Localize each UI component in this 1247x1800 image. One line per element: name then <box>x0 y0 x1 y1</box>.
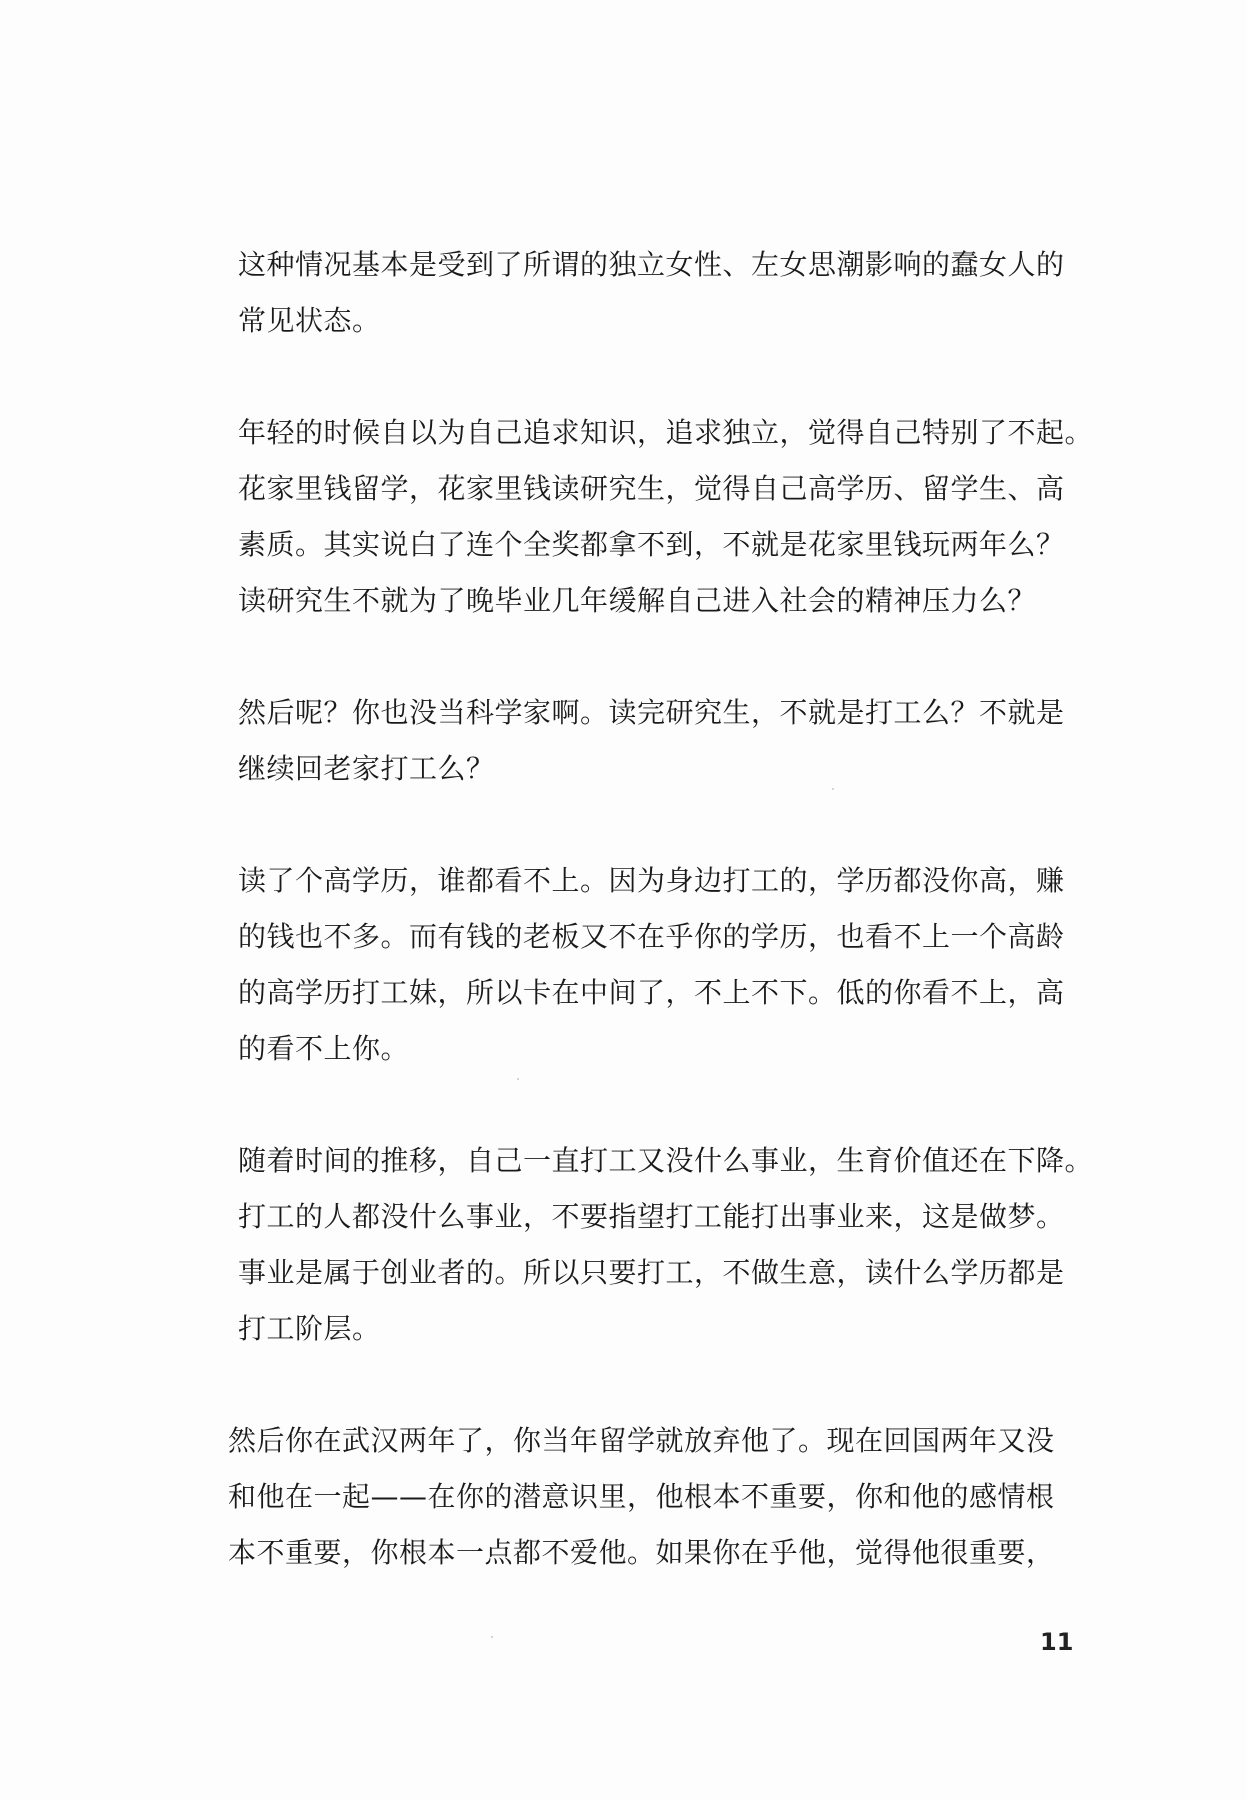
text-line: 的钱也不多。而有钱的老板又不在乎你的学历，也看不上一个高龄 <box>238 920 1065 953</box>
paragraph-4 <box>238 853 1088 1077</box>
paragraph-5 <box>238 1133 1094 1357</box>
text-line: 然后呢？你也没当科学家啊。读完研究生，不就是打工么？不就是 <box>238 696 1065 729</box>
paragraph-1 <box>238 237 1088 349</box>
text-line: 然后你在武汉两年了，你当年留学就放弃他了。现在回国两年又没 <box>228 1424 1055 1457</box>
paragraph-6 <box>228 1413 1078 1581</box>
text-line: 素质。其实说白了连个全奖都拿不到，不就是花家里钱玩两年么？ <box>238 528 1065 561</box>
text-line: 事业是属于创业者的。所以只要打工，不做生意，读什么学历都是 <box>238 1256 1065 1289</box>
text-line: 读了个高学历，谁都看不上。因为身边打工的，学历都没你高，赚 <box>238 864 1065 897</box>
scan-speck <box>491 1636 493 1638</box>
scan-speck <box>832 788 834 790</box>
text-line: 的高学历打工妹，所以卡在中间了，不上不下。低的你看不上，高 <box>238 976 1065 1009</box>
scan-speck <box>517 1078 519 1080</box>
text-line: 读研究生不就为了晚毕业几年缓解自己进入社会的精神压力么？ <box>238 584 1037 617</box>
text-line: 随着时间的推移，自己一直打工又没什么事业，生育价值还在下降。 <box>238 1144 1094 1177</box>
text-line: 花家里钱留学，花家里钱读研究生，觉得自己高学历、留学生、高 <box>238 472 1065 505</box>
text-line: 常见状态。 <box>238 304 381 337</box>
text-line: 和他在一起——在你的潜意识里，他根本不重要，你和他的感情根 <box>228 1480 1055 1513</box>
paragraph-2 <box>238 405 1094 629</box>
text-line: 年轻的时候自以为自己追求知识，追求独立，觉得自己特别了不起。 <box>238 416 1094 449</box>
text-line: 打工阶层。 <box>238 1312 381 1345</box>
text-line: 本不重要，你根本一点都不爱他。如果你在乎他，觉得他很重要， <box>228 1536 1055 1569</box>
page-number: 11 <box>1040 1628 1074 1656</box>
paragraph-3 <box>238 685 1088 797</box>
text-line: 这种情况基本是受到了所谓的独立女性、左女思潮影响的蠢女人的 <box>238 248 1065 281</box>
text-line: 打工的人都没什么事业，不要指望打工能打出事业来，这是做梦。 <box>238 1200 1065 1233</box>
text-line: 的看不上你。 <box>238 1032 410 1065</box>
text-line: 继续回老家打工么？ <box>238 752 495 785</box>
